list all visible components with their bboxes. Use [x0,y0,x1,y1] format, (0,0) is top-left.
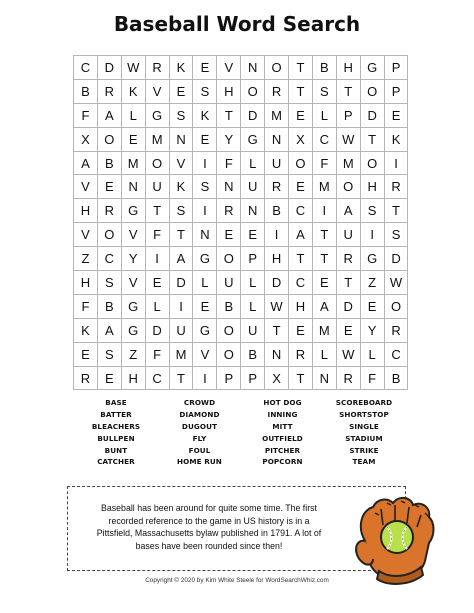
grid-cell: F [74,294,98,318]
grid-cell: B [384,366,408,390]
grid-cell: P [384,56,408,80]
grid-cell: O [360,151,384,175]
fact-line: bases have been rounded since then! [135,540,283,551]
grid-cell: G [121,199,145,223]
grid-cell: D [241,103,265,127]
grid-cell: U [217,271,241,295]
grid-cell: V [193,342,217,366]
word-item: HOT DOG [263,398,302,407]
grid-cell: R [97,79,121,103]
grid-cell: T [145,199,169,223]
grid-cell: N [217,175,241,199]
grid-cell: E [289,103,313,127]
grid-row [74,342,408,366]
grid-cell: O [384,294,408,318]
grid-cell: T [289,247,313,271]
grid-cell: U [145,175,169,199]
fact-line: recorded reference to the game in US history is in a [108,515,310,526]
grid-cell: E [169,79,193,103]
grid-row [74,247,408,271]
grid-cell: Z [74,247,98,271]
grid-cell: O [217,318,241,342]
grid-cell: E [121,127,145,151]
word-item: BASE [105,398,127,407]
grid-cell: F [145,342,169,366]
grid-cell: H [217,79,241,103]
grid-cell: B [217,294,241,318]
grid-cell: O [145,151,169,175]
grid-cell: H [289,294,313,318]
word-item: FLY [192,433,207,443]
grid-cell: N [312,366,336,390]
grid-cell: O [289,151,313,175]
grid-cell: I [312,199,336,223]
word-item: PITCHER [264,445,301,455]
grid-cell: W [121,56,145,80]
fact-text [78,502,340,552]
grid-cell: N [241,56,265,80]
grid-cell: V [169,151,193,175]
grid-cell: B [97,151,121,175]
grid-row [74,175,408,199]
word-item: STRIKE [349,445,379,455]
grid-cell: S [312,79,336,103]
grid-cell: H [74,271,98,295]
page-title: Baseball Word Search [113,12,361,36]
grid-cell: P [217,366,241,390]
word-item: STADIUM [345,433,383,443]
grid-cell: S [169,199,193,223]
grid-cell: E [241,223,265,247]
word-item: FOUL [188,445,211,455]
grid-cell: B [265,199,289,223]
grid-cell: N [169,127,193,151]
grid-cell: K [193,103,217,127]
grid-cell: V [217,56,241,80]
grid-cell: W [336,127,360,151]
grid-cell: T [169,223,193,247]
grid-cell: W [336,342,360,366]
grid-cell: B [74,79,98,103]
grid-cell: P [384,79,408,103]
grid-cell: P [336,103,360,127]
grid-cell: N [265,342,289,366]
grid-cell: O [265,56,289,80]
grid-cell: Z [360,271,384,295]
grid-cell: H [265,247,289,271]
grid-cell: E [193,294,217,318]
grid-cell: D [97,56,121,80]
word-item: SCOREBOARD [335,398,393,407]
grid-cell: T [265,318,289,342]
grid-cell: E [289,318,313,342]
grid-cell: N [121,175,145,199]
grid-cell: T [217,103,241,127]
grid-cell: G [121,318,145,342]
grid-cell: L [241,294,265,318]
grid-row [74,199,408,223]
ball-icon [381,521,413,553]
grid-cell: D [145,318,169,342]
grid-cell: S [97,342,121,366]
fact-box [67,486,406,571]
grid-cell: Y [217,127,241,151]
word-item: HOME RUN [177,457,222,467]
grid-cell: M [265,103,289,127]
grid-cell: T [360,127,384,151]
grid-cell: L [312,342,336,366]
grid-cell: Z [121,342,145,366]
grid-cell: T [312,247,336,271]
grid-cell: G [360,247,384,271]
grid-cell: T [289,56,313,80]
grid-cell: I [384,151,408,175]
grid-cell: E [384,103,408,127]
grid-cell: F [217,151,241,175]
grid-cell: R [384,175,408,199]
grid-cell: K [384,127,408,151]
grid-cell: L [193,271,217,295]
word-search-grid [73,55,408,390]
word-item: CATCHER [97,457,135,467]
grid-cell: E [193,56,217,80]
grid-cell: X [289,127,313,151]
grid-cell: U [336,223,360,247]
grid-cell: F [74,103,98,127]
grid-cell: H [121,366,145,390]
grid-cell: N [193,223,217,247]
grid-cell: I [265,223,289,247]
grid-cell: K [169,56,193,80]
grid-cell: R [336,247,360,271]
grid-cell: G [193,247,217,271]
grid-cell: U [241,175,265,199]
word-item: TEAM [352,457,376,467]
word-item: BLEACHERS [91,421,141,431]
grid-cell: O [241,79,265,103]
grid-cell: P [241,247,265,271]
grid-cell: V [74,175,98,199]
grid-cell: E [360,294,384,318]
grid-cell: H [336,56,360,80]
grid-cell: F [360,366,384,390]
grid-cell: I [169,294,193,318]
grid-cell: D [336,294,360,318]
grid-cell: R [145,56,169,80]
grid-cell: I [193,151,217,175]
grid-cell: G [360,56,384,80]
grid-row [74,127,408,151]
word-item: INNING [267,409,298,419]
grid-cell: M [336,151,360,175]
grid-cell: W [384,271,408,295]
grid-cell: C [289,199,313,223]
grid-cell: A [289,223,313,247]
grid-row [74,271,408,295]
grid-cell: D [384,247,408,271]
grid-cell: I [193,366,217,390]
grid-cell: E [145,271,169,295]
grid-cell: W [265,294,289,318]
grid-cell: O [97,223,121,247]
fact-line: Pittsfield, Massachusetts bylaw published in 1791. A lot of [96,528,322,539]
grid-cell: Y [121,247,145,271]
grid-cell: L [241,271,265,295]
word-item: BULLPEN [97,433,135,443]
grid-cell: F [145,223,169,247]
grid-cell: T [384,199,408,223]
grid-cell: A [169,247,193,271]
grid-cell: R [336,366,360,390]
grid-cell: G [193,318,217,342]
grid-cell: A [74,151,98,175]
grid-cell: H [74,199,98,223]
grid-cell: U [241,318,265,342]
grid-cell: E [312,271,336,295]
grid-cell: N [265,127,289,151]
grid-cell: L [121,103,145,127]
word-item: BATTER [100,409,132,419]
grid-cell: A [97,103,121,127]
grid-cell: S [360,199,384,223]
word-item: MITT [272,421,293,431]
grid-cell: A [97,318,121,342]
grid-cell: A [312,294,336,318]
fact-line: Baseball has been around for quite some time. The first [101,503,317,513]
grid-cell: E [97,366,121,390]
grid-cell: K [74,318,98,342]
grid-cell: N [241,199,265,223]
grid-row [74,318,408,342]
grid-row [74,103,408,127]
word-item: SINGLE [349,421,379,431]
grid-cell: T [336,79,360,103]
grid-cell: O [336,175,360,199]
grid-cell: T [312,223,336,247]
word-item: DIAMOND [179,409,220,419]
grid-cell: B [97,294,121,318]
grid-cell: O [217,342,241,366]
grid-row [74,56,408,80]
grid-cell: D [169,271,193,295]
grid-cell: T [169,366,193,390]
grid-cell: R [265,79,289,103]
grid-cell: O [217,247,241,271]
word-item: BUNT [104,445,128,455]
grid-cell: O [97,127,121,151]
grid-cell: D [360,103,384,127]
grid-cell: X [74,127,98,151]
grid-cell: G [145,103,169,127]
grid-cell: E [193,127,217,151]
grid-cell: B [312,56,336,80]
word-item: CROWD [183,398,216,407]
grid-cell: X [265,366,289,390]
grid-cell: S [169,103,193,127]
copyright-text: Copyright © 2020 by Kim White Steele for WordSearchWhiz.com [145,577,329,584]
grid-cell: C [384,342,408,366]
word-item: POPCORN [262,457,303,467]
grid-row [74,79,408,103]
grid-cell: C [289,271,313,295]
grid-cell: H [360,175,384,199]
grid-cell: R [265,175,289,199]
grid-cell: F [312,151,336,175]
baseball-glove-icon [351,491,439,587]
grid-cell: V [121,271,145,295]
grid-cell: Y [360,318,384,342]
grid-cell: U [169,318,193,342]
grid-cell: C [97,247,121,271]
word-item: OUTFIELD [262,433,303,443]
grid-cell: V [145,79,169,103]
grid-cell: E [336,318,360,342]
grid-cell: E [74,342,98,366]
grid-cell: I [360,223,384,247]
grid-cell: C [145,366,169,390]
grid-cell: R [217,199,241,223]
grid-cell: M [312,318,336,342]
grid-cell: U [265,151,289,175]
grid-cell: L [312,103,336,127]
grid-cell: S [193,79,217,103]
grid-cell: R [384,318,408,342]
grid-cell: S [384,223,408,247]
grid-row [74,223,408,247]
grid-cell: L [360,342,384,366]
word-list [74,397,404,468]
grid-cell: V [121,223,145,247]
word-item: SHORTSTOP [339,409,389,419]
grid-cell: T [289,79,313,103]
grid-cell: I [193,199,217,223]
grid-cell: R [74,366,98,390]
grid-cell: E [97,175,121,199]
grid-cell: T [289,366,313,390]
grid-cell: L [145,294,169,318]
grid-row [74,151,408,175]
grid-cell: E [289,175,313,199]
grid-cell: P [241,366,265,390]
grid-cell: M [145,127,169,151]
grid-cell: C [312,127,336,151]
grid-cell: M [121,151,145,175]
grid-cell: G [121,294,145,318]
grid-cell: G [241,127,265,151]
grid-cell: V [74,223,98,247]
grid-cell: S [97,271,121,295]
grid-cell: L [241,151,265,175]
grid-row [74,366,408,390]
grid-cell: E [217,223,241,247]
grid-cell: A [336,199,360,223]
word-item: DUGOUT [181,421,218,431]
grid-cell: B [241,342,265,366]
grid-cell: M [312,175,336,199]
grid-cell: O [360,79,384,103]
grid-cell: R [97,199,121,223]
grid-cell: M [169,342,193,366]
grid-cell: D [265,271,289,295]
grid-cell: C [74,56,98,80]
grid-cell: T [336,271,360,295]
grid-cell: I [145,247,169,271]
grid-row [74,294,408,318]
grid-cell: K [169,175,193,199]
grid-cell: R [289,342,313,366]
grid-cell: K [121,79,145,103]
grid-cell: S [193,175,217,199]
